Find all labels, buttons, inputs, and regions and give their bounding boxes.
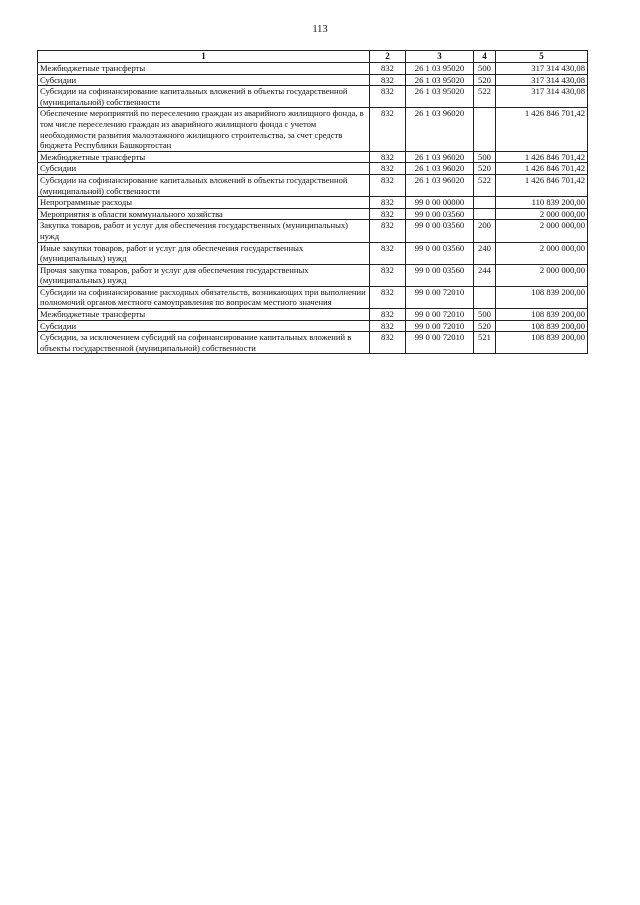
column-header-name: 1 [38, 51, 370, 63]
table-row [38, 242, 588, 264]
row-name-cell: Прочая закупка товаров, работ и услуг для обеспечения государственных (муниципальных) нужд [38, 264, 370, 286]
row-name-cell: Иные закупки товаров, работ и услуг для обеспечения государственных (муниципальных) нужд [38, 242, 370, 264]
row-department-code-cell: 832 [370, 163, 406, 175]
row-amount-cell: 2 000 000,00 [496, 208, 588, 220]
row-expense-type-cell: 500 [474, 63, 496, 75]
row-amount-cell: 317 314 430,08 [496, 86, 588, 108]
column-header-department: 2 [370, 51, 406, 63]
row-target-article-cell: 99 0 00 03560 [406, 208, 474, 220]
row-department-code-cell: 832 [370, 320, 406, 332]
row-amount-cell: 108 839 200,00 [496, 332, 588, 354]
row-expense-type-cell: 520 [474, 320, 496, 332]
row-expense-type-cell: 521 [474, 332, 496, 354]
table-row [38, 286, 588, 308]
row-expense-type-cell [474, 208, 496, 220]
row-target-article-cell: 26 1 03 96020 [406, 174, 474, 196]
row-amount-cell: 2 000 000,00 [496, 220, 588, 242]
column-header-target-article: 3 [406, 51, 474, 63]
row-amount-cell: 110 839 200,00 [496, 197, 588, 209]
row-department-code-cell: 832 [370, 108, 406, 151]
row-target-article-cell: 26 1 03 95020 [406, 74, 474, 86]
row-expense-type-cell: 240 [474, 242, 496, 264]
table-row [38, 163, 588, 175]
row-amount-cell: 1 426 846 701,42 [496, 174, 588, 196]
row-name-cell: Субсидии, за исключением субсидий на софинансирование капитальных вложений в объекты государственной (муниципальной) собственности [38, 332, 370, 354]
row-department-code-cell: 832 [370, 86, 406, 108]
row-department-code-cell: 832 [370, 63, 406, 75]
row-target-article-cell: 99 0 00 72010 [406, 332, 474, 354]
table-row [38, 332, 588, 354]
row-expense-type-cell: 520 [474, 74, 496, 86]
row-target-article-cell: 26 1 03 96020 [406, 163, 474, 175]
row-amount-cell: 317 314 430,08 [496, 74, 588, 86]
row-amount-cell: 1 426 846 701,42 [496, 163, 588, 175]
row-department-code-cell: 832 [370, 208, 406, 220]
row-department-code-cell: 832 [370, 242, 406, 264]
row-department-code-cell: 832 [370, 174, 406, 196]
row-expense-type-cell [474, 197, 496, 209]
row-expense-type-cell: 522 [474, 86, 496, 108]
table-row [38, 174, 588, 196]
row-name-cell: Межбюджетные трансферты [38, 309, 370, 321]
row-department-code-cell: 832 [370, 74, 406, 86]
row-expense-type-cell: 520 [474, 163, 496, 175]
row-department-code-cell: 832 [370, 332, 406, 354]
row-target-article-cell: 26 1 03 96020 [406, 151, 474, 163]
row-department-code-cell: 832 [370, 286, 406, 308]
page-number: 113 [312, 24, 328, 35]
row-target-article-cell: 99 0 00 00000 [406, 197, 474, 209]
table-row [38, 264, 588, 286]
row-expense-type-cell [474, 286, 496, 308]
table-row [38, 220, 588, 242]
row-amount-cell: 108 839 200,00 [496, 309, 588, 321]
row-amount-cell: 1 426 846 701,42 [496, 151, 588, 163]
table-row [38, 63, 588, 75]
row-expense-type-cell: 500 [474, 151, 496, 163]
row-amount-cell: 2 000 000,00 [496, 264, 588, 286]
table-row [38, 151, 588, 163]
row-amount-cell: 317 314 430,08 [496, 63, 588, 75]
row-target-article-cell: 99 0 00 72010 [406, 286, 474, 308]
row-expense-type-cell: 200 [474, 220, 496, 242]
row-expense-type-cell: 522 [474, 174, 496, 196]
row-department-code-cell: 832 [370, 309, 406, 321]
row-name-cell: Субсидии на софинансирование расходных обязательств, возникающих при выполнении полномочий органов местного самоуправления по вопросам местного значения [38, 286, 370, 308]
row-department-code-cell: 832 [370, 220, 406, 242]
table-row [38, 309, 588, 321]
column-header-amount: 5 [496, 51, 588, 63]
row-name-cell: Межбюджетные трансферты [38, 63, 370, 75]
row-name-cell: Обеспечение мероприятий по переселению граждан из аварийного жилищного фонда, в том числе переселению граждан из аварийного жилищного фонда с учетом необходимости развития малоэтажного жилищного строительства, за счет средств бюджета Республики Башкортостан [38, 108, 370, 151]
row-amount-cell: 1 426 846 701,42 [496, 108, 588, 151]
row-expense-type-cell [474, 108, 496, 151]
row-expense-type-cell: 500 [474, 309, 496, 321]
table-row [38, 74, 588, 86]
row-target-article-cell: 99 0 00 03560 [406, 242, 474, 264]
row-name-cell: Субсидии на софинансирование капитальных вложений в объекты государственной (муниципальной) собственности [38, 174, 370, 196]
table-header-row [38, 51, 588, 63]
row-name-cell: Субсидии [38, 163, 370, 175]
row-name-cell: Субсидии [38, 74, 370, 86]
row-expense-type-cell: 244 [474, 264, 496, 286]
row-amount-cell: 108 839 200,00 [496, 286, 588, 308]
row-target-article-cell: 26 1 03 95020 [406, 86, 474, 108]
table-row [38, 86, 588, 108]
column-header-expense-type: 4 [474, 51, 496, 63]
row-name-cell: Межбюджетные трансферты [38, 151, 370, 163]
row-department-code-cell: 832 [370, 197, 406, 209]
row-target-article-cell: 26 1 03 96020 [406, 108, 474, 151]
table-row [38, 197, 588, 209]
row-department-code-cell: 832 [370, 264, 406, 286]
row-name-cell: Мероприятия в области коммунального хозяйства [38, 208, 370, 220]
row-target-article-cell: 26 1 03 95020 [406, 63, 474, 75]
table-row [38, 208, 588, 220]
row-target-article-cell: 99 0 00 72010 [406, 320, 474, 332]
row-target-article-cell: 99 0 00 03560 [406, 220, 474, 242]
row-name-cell: Субсидии на софинансирование капитальных вложений в объекты государственной (муниципальной) собственности [38, 86, 370, 108]
row-amount-cell: 108 839 200,00 [496, 320, 588, 332]
row-target-article-cell: 99 0 00 03560 [406, 264, 474, 286]
row-department-code-cell: 832 [370, 151, 406, 163]
row-target-article-cell: 99 0 00 72010 [406, 309, 474, 321]
row-name-cell: Субсидии [38, 320, 370, 332]
budget-table [37, 50, 588, 354]
row-amount-cell: 2 000 000,00 [496, 242, 588, 264]
table-row [38, 320, 588, 332]
row-name-cell: Непрограммные расходы [38, 197, 370, 209]
row-name-cell: Закупка товаров, работ и услуг для обеспечения государственных (муниципальных) нужд [38, 220, 370, 242]
table-row [38, 108, 588, 151]
